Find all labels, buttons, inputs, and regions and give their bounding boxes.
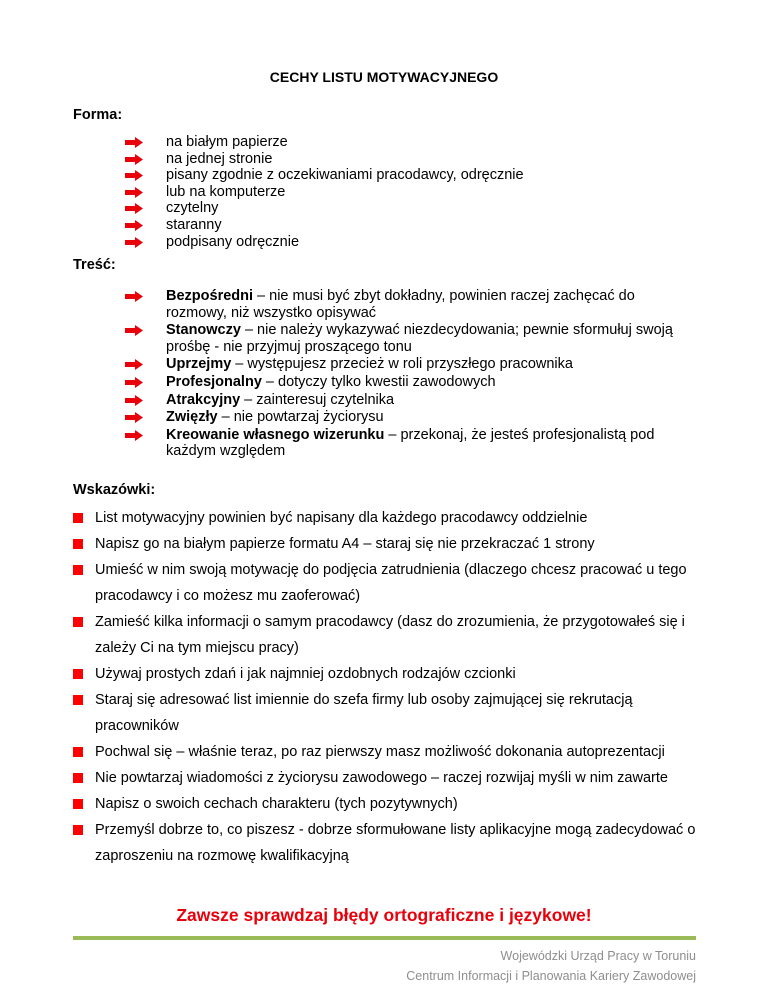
red-square-bullet-icon xyxy=(73,617,83,627)
red-arrow-icon xyxy=(125,325,143,336)
red-arrow-icon xyxy=(125,170,143,181)
red-arrow-icon xyxy=(125,220,143,231)
list-item: Używaj prostych zdań i jak najmniej ozdobnych rodzajów czcionki xyxy=(73,661,713,687)
red-arrow-icon xyxy=(125,395,143,406)
tips-heading: Wskazówki: xyxy=(73,482,156,498)
trait-term: Kreowanie własnego wizerunku xyxy=(166,426,385,443)
red-arrow-icon xyxy=(125,412,143,423)
red-arrow-icon xyxy=(125,203,143,214)
list-item: Napisz go na białym papierze formatu A4 – staraj się nie przekraczać 1 strony xyxy=(73,531,713,557)
red-square-bullet-icon xyxy=(73,669,83,679)
red-square-bullet-icon xyxy=(73,825,83,835)
list-item xyxy=(125,356,685,373)
list-item: na białym papierze xyxy=(125,134,685,151)
trait-term: Zwięzły xyxy=(166,409,218,426)
list-item: na jednej stronie xyxy=(125,151,685,168)
tips-list xyxy=(73,505,713,869)
trait-term: Uprzejmy xyxy=(166,356,232,373)
list-item: czytelny xyxy=(125,200,685,217)
footer-divider xyxy=(73,936,696,940)
footer-organization: Wojewódzki Urząd Pracy w Toruniu xyxy=(500,949,696,963)
red-arrow-icon xyxy=(125,137,143,148)
document-title: CECHY LISTU MOTYWACYJNEGO xyxy=(269,69,499,85)
red-arrow-icon xyxy=(125,430,143,441)
list-item: Nie powtarzaj wiadomości z życiorysu zawodowego – raczej rozwijaj myśli w nim zawarte xyxy=(73,765,713,791)
trait-description: – nie należy wykazywać niezdecydowania; pewnie sformułuj swoją prośbę - nie przyjmuj proszącego tonu xyxy=(166,322,673,355)
red-arrow-icon xyxy=(125,237,143,248)
content-list xyxy=(125,288,685,461)
list-item xyxy=(125,409,685,426)
red-square-bullet-icon xyxy=(73,695,83,705)
form-heading: Forma: xyxy=(73,107,123,123)
list-item: Staraj się adresować list imiennie do szefa firmy lub osoby zajmującej się rekrutacją pracowników xyxy=(73,687,713,739)
list-item: Pochwal się – właśnie teraz, po raz pierwszy masz możliwość dokonania autoprezentacji xyxy=(73,739,713,765)
list-item: Napisz o swoich cechach charakteru (tych pozytywnych) xyxy=(73,791,713,817)
list-item: podpisany odręcznie xyxy=(125,234,685,251)
red-arrow-icon xyxy=(125,291,143,302)
list-item: Przemyśl dobrze to, co piszesz - dobrze sformułowane listy aplikacyjne mogą zadecydować o zaproszeniu na rozmowę kwalifikacyjną xyxy=(73,817,713,869)
red-square-bullet-icon xyxy=(73,539,83,549)
list-item: List motywacyjny powinien być napisany dla każdego pracodawcy oddzielnie xyxy=(73,505,713,531)
list-item xyxy=(125,374,685,391)
form-list xyxy=(125,134,685,250)
list-item: pisany zgodnie z oczekiwaniami pracodawcy, odręcznie xyxy=(125,167,685,184)
footer-department: Centrum Informacji i Planowania Kariery Zawodowej xyxy=(406,969,696,983)
list-item: Umieść w nim swoją motywację do podjęcia zatrudnienia (dlaczego chcesz pracować u tego pracodawcy i co możesz mu zaoferować) xyxy=(73,557,713,609)
list-item: Zamieść kilka informacji o samym pracodawcy (dasz do zrozumienia, że przygotowałeś się i zależy Ci na tym miejscu pracy) xyxy=(73,609,713,661)
red-arrow-icon xyxy=(125,154,143,165)
red-arrow-icon xyxy=(125,359,143,370)
red-square-bullet-icon xyxy=(73,799,83,809)
list-item: lub na komputerze xyxy=(125,184,685,201)
warning-text: Zawsze sprawdzaj błędy ortograficzne i językowe! xyxy=(176,905,592,925)
red-square-bullet-icon xyxy=(73,747,83,757)
trait-description: – występujesz przecież w roli przyszłego pracownika xyxy=(231,356,573,373)
list-item xyxy=(125,322,685,355)
list-item xyxy=(125,427,685,460)
red-arrow-icon xyxy=(125,187,143,198)
red-arrow-icon xyxy=(125,377,143,388)
content-heading: Treść: xyxy=(73,257,116,273)
red-square-bullet-icon xyxy=(73,773,83,783)
trait-description: – zainteresuj czytelnika xyxy=(240,391,395,408)
trait-term: Stanowczy xyxy=(166,322,241,339)
list-item: staranny xyxy=(125,217,685,234)
trait-description: – dotyczy tylko kwestii zawodowych xyxy=(261,373,496,390)
trait-term: Atrakcyjny xyxy=(166,391,241,408)
red-square-bullet-icon xyxy=(73,513,83,523)
trait-term: Bezpośredni xyxy=(166,288,254,304)
trait-description: – nie powtarzaj życiorysu xyxy=(217,409,384,426)
red-square-bullet-icon xyxy=(73,565,83,575)
list-item xyxy=(125,288,685,321)
list-item xyxy=(125,392,685,409)
trait-description: – nie musi być zbyt dokładny, powinien raczej zachęcać do rozmowy, niż wszystko opisywać xyxy=(166,288,635,321)
trait-term: Profesjonalny xyxy=(166,373,262,390)
trait-description: – przekonaj, że jesteś profesjonalistą pod każdym względem xyxy=(166,426,655,460)
footer xyxy=(406,946,696,986)
